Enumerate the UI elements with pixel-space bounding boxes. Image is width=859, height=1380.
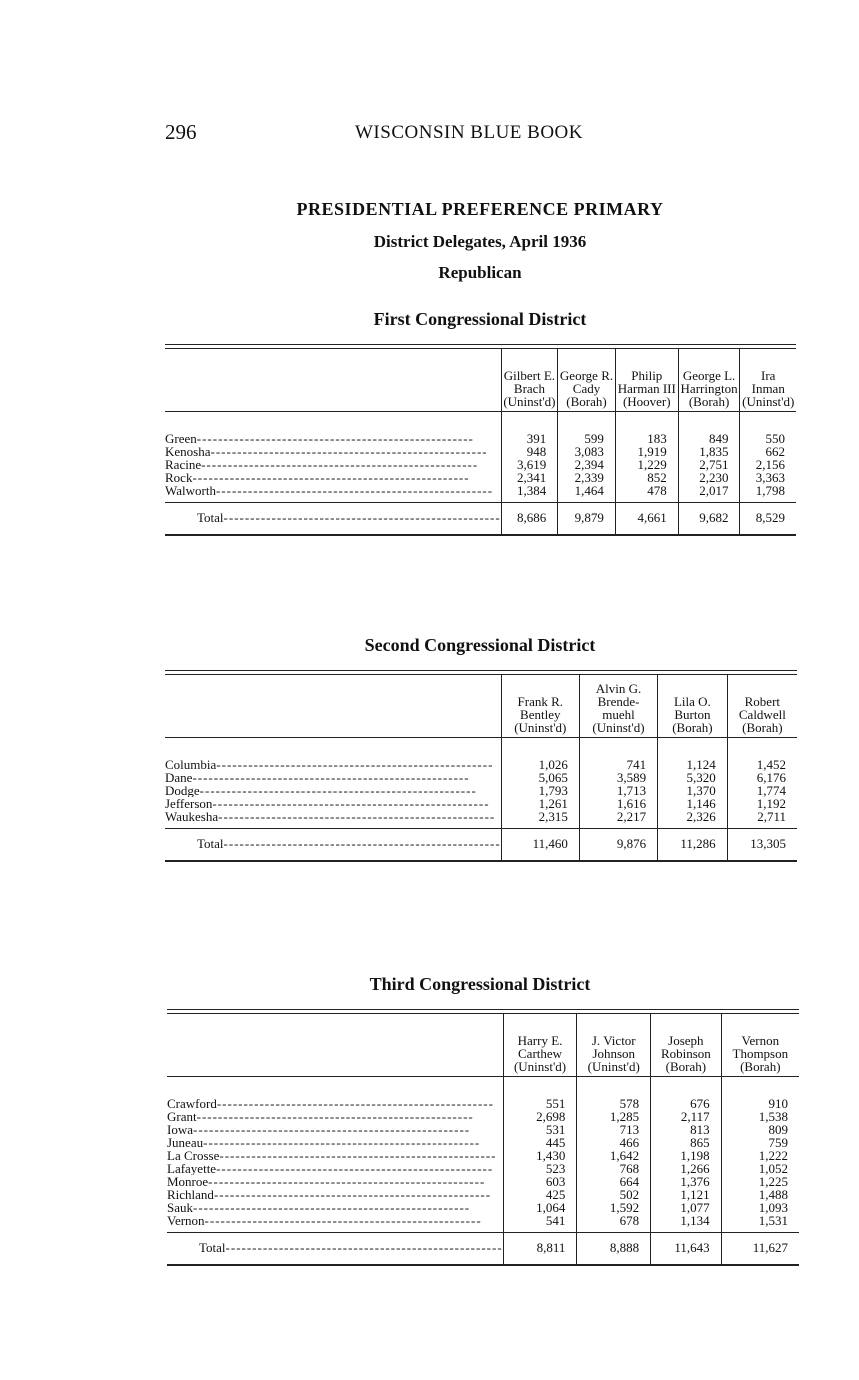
county-label: Dodge: [165, 784, 200, 797]
county-label: Juneau: [167, 1136, 204, 1149]
total-cell: 4,661: [615, 503, 678, 536]
vote-cell: 1,121: [651, 1188, 722, 1201]
vote-cell: 1,229: [615, 458, 678, 471]
candidate-header-line: Joseph: [668, 1033, 704, 1048]
county-name: [165, 810, 501, 829]
total-label-cell: [165, 503, 501, 536]
total-cell: 11,627: [721, 1233, 799, 1266]
candidate-header-line: Harry E.: [517, 1033, 563, 1048]
vote-cell: 910: [721, 1077, 799, 1111]
vote-cell: 1,376: [651, 1175, 722, 1188]
vote-cell: 2,017: [678, 484, 740, 503]
vote-cell: 502: [577, 1188, 651, 1201]
total-row: [167, 1233, 799, 1266]
vote-cell: 1,642: [577, 1149, 651, 1162]
vote-cell: 531: [503, 1123, 577, 1136]
leader-dots: ----------------------------------------------------: [208, 1175, 486, 1188]
candidate-header-line: (Borah): [665, 1059, 707, 1074]
vote-cell: 1,192: [727, 797, 797, 810]
vote-cell: 809: [721, 1123, 799, 1136]
leader-dots: ----------------------------------------------------: [201, 458, 479, 471]
leader-dots: ----------------------------------------------------: [196, 1110, 474, 1123]
leader-dots: ----------------------------------------------------: [223, 510, 501, 525]
candidate-header-line: Philip: [631, 368, 663, 383]
vote-cell: 1,488: [721, 1188, 799, 1201]
candidate-header-line: Lila O.: [673, 694, 711, 709]
total-cell: 8,529: [740, 503, 796, 536]
vote-cell: 2,230: [678, 471, 740, 484]
vote-cell: 852: [615, 471, 678, 484]
vote-cell: 678: [577, 1214, 651, 1233]
candidate-header-line: Caldwell: [738, 707, 786, 722]
vote-cell: 1,064: [503, 1201, 577, 1214]
candidate-header: [721, 1014, 799, 1077]
county-label: Dane: [165, 771, 193, 784]
vote-cell: 425: [503, 1188, 577, 1201]
vote-cell: 1,430: [503, 1149, 577, 1162]
vote-cell: 1,285: [577, 1110, 651, 1123]
total-cell: 9,682: [678, 503, 740, 536]
header-row: [165, 349, 796, 412]
vote-cell: 2,341: [501, 471, 558, 484]
vote-cell: 1,370: [658, 784, 728, 797]
vote-cell: 1,835: [678, 445, 740, 458]
county-name: [167, 1188, 503, 1201]
leader-dots: ----------------------------------------------------: [196, 431, 474, 445]
vote-cell: 523: [503, 1162, 577, 1175]
vote-cell: 5,320: [658, 771, 728, 784]
leader-dots: ----------------------------------------------------: [192, 471, 470, 484]
candidate-header: [503, 1014, 577, 1077]
county-name: [165, 484, 501, 503]
total-cell: 13,305: [727, 829, 797, 862]
county-name: [165, 784, 501, 797]
vote-cell: 2,394: [558, 458, 616, 471]
vote-cell: 1,026: [501, 738, 579, 772]
candidate-header-line: (Uninst'd): [503, 394, 556, 409]
candidate-header-line: (Borah): [566, 394, 607, 409]
vote-cell: 664: [577, 1175, 651, 1188]
vote-cell: 599: [558, 412, 616, 446]
district-title: Third Congressional District: [369, 974, 591, 994]
county-name: [167, 1214, 503, 1233]
county-name: [167, 1175, 503, 1188]
county-label: La Crosse: [167, 1149, 220, 1162]
vote-cell: 1,774: [727, 784, 797, 797]
vote-cell: 713: [577, 1123, 651, 1136]
vote-cell: 1,531: [721, 1214, 799, 1233]
vote-cell: 1,077: [651, 1201, 722, 1214]
district-title: Second Congressional District: [364, 635, 596, 655]
vote-cell: 2,326: [658, 810, 728, 829]
vote-cell: 813: [651, 1123, 722, 1136]
county-name: [167, 1201, 503, 1214]
total-cell: 11,460: [501, 829, 579, 862]
candidate-header: [501, 349, 558, 412]
leader-dots: ----------------------------------------------------: [204, 1214, 482, 1228]
county-name: [165, 738, 501, 772]
total-cell: 8,686: [501, 503, 558, 536]
vote-cell: 1,452: [727, 738, 797, 772]
candidate-header-line: Vernon: [741, 1033, 780, 1048]
vote-cell: 849: [678, 412, 740, 446]
vote-cell: 2,117: [651, 1110, 722, 1123]
candidate-header-line: Ira: [761, 368, 776, 383]
party-title: Republican: [438, 263, 522, 282]
candidate-header-line: (Uninst'd): [513, 1059, 567, 1074]
candidate-header-line: Harman III: [617, 381, 676, 396]
vote-cell: 1,146: [658, 797, 728, 810]
vote-cell: 1,919: [615, 445, 678, 458]
total-cell: 9,876: [579, 829, 657, 862]
leader-dots: ----------------------------------------------------: [216, 757, 494, 771]
leader-dots: ----------------------------------------------------: [199, 784, 477, 797]
county-label: Jefferson: [165, 797, 213, 810]
leader-dots: ----------------------------------------------------: [192, 771, 470, 784]
candidate-header-line: Inman: [751, 381, 785, 396]
vote-cell: 1,134: [651, 1214, 722, 1233]
vote-cell: 2,156: [740, 458, 796, 471]
vote-cell: 768: [577, 1162, 651, 1175]
vote-cell: 541: [503, 1214, 577, 1233]
county-header: [165, 675, 501, 738]
district-table-first: [165, 344, 796, 536]
candidate-header-line: George R.: [559, 368, 614, 383]
total-cell: 8,888: [577, 1233, 651, 1266]
vote-cell: 2,711: [727, 810, 797, 829]
candidate-header: [579, 675, 657, 738]
vote-cell: 1,592: [577, 1201, 651, 1214]
county-label: Waukesha: [165, 810, 219, 824]
candidate-header-line: (Borah): [672, 720, 713, 735]
vote-cell: 3,589: [579, 771, 657, 784]
total-row: [165, 503, 796, 536]
vote-cell: 1,793: [501, 784, 579, 797]
total-label: Total: [197, 836, 224, 851]
county-label: Lafayette: [167, 1162, 217, 1175]
vote-cell: 2,339: [558, 471, 616, 484]
candidate-header-line: (Uninst'd): [514, 720, 567, 735]
vote-cell: 603: [503, 1175, 577, 1188]
leader-dots: ----------------------------------------------------: [219, 1149, 497, 1162]
candidate-header: [658, 675, 728, 738]
table-row: [165, 810, 797, 829]
candidate-header-line: (Hoover): [622, 394, 671, 409]
vote-cell: 741: [579, 738, 657, 772]
total-cell: 8,811: [503, 1233, 577, 1266]
district-title: First Congressional District: [373, 309, 587, 329]
total-cell: 9,879: [558, 503, 616, 536]
county-label: Richland: [167, 1188, 214, 1201]
county-name: [165, 471, 501, 484]
candidate-header: [678, 349, 740, 412]
table-row: [167, 1077, 799, 1111]
county-name: [165, 771, 501, 784]
vote-cell: 1,261: [501, 797, 579, 810]
vote-cell: 1,052: [721, 1162, 799, 1175]
county-name: [167, 1123, 503, 1136]
leader-dots: ----------------------------------------------------: [203, 1136, 481, 1149]
candidate-header: [577, 1014, 651, 1077]
vote-cell: 445: [503, 1136, 577, 1149]
candidate-header-line: J. Victor: [591, 1033, 636, 1048]
county-header: [165, 349, 501, 412]
vote-cell: 1,124: [658, 738, 728, 772]
county-header: [167, 1014, 503, 1077]
vote-cell: 948: [501, 445, 558, 458]
table-row: [165, 484, 796, 503]
vote-cell: 466: [577, 1136, 651, 1149]
leader-dots: ----------------------------------------------------: [215, 484, 494, 498]
county-name: [167, 1162, 503, 1175]
leader-dots: ----------------------------------------------------: [218, 810, 496, 824]
leader-dots: ----------------------------------------------------: [225, 1240, 503, 1255]
county-label: Kenosha: [165, 445, 211, 458]
candidate-header-line: Alvin G.: [595, 681, 642, 696]
header-row: [165, 675, 797, 738]
vote-cell: 3,363: [740, 471, 796, 484]
vote-cell: 578: [577, 1077, 651, 1111]
header-row: [167, 1014, 799, 1077]
vote-cell: 1,384: [501, 484, 558, 503]
table-row: [167, 1214, 799, 1233]
table-row: [165, 738, 797, 772]
county-name: [165, 797, 501, 810]
vote-cell: 5,065: [501, 771, 579, 784]
vote-cell: 1,198: [651, 1149, 722, 1162]
candidate-header: [651, 1014, 722, 1077]
vote-cell: 6,176: [727, 771, 797, 784]
candidate-header: [558, 349, 616, 412]
county-name: [165, 458, 501, 471]
county-label: Rock: [165, 471, 193, 484]
vote-cell: 183: [615, 412, 678, 446]
total-label-cell: [165, 829, 501, 862]
candidate-header-line: (Uninst'd): [587, 1059, 640, 1074]
candidate-header-line: Johnson: [592, 1046, 636, 1061]
candidate-header-line: muehl: [602, 707, 635, 722]
vote-cell: 2,217: [579, 810, 657, 829]
page-number: 296: [165, 120, 197, 144]
candidate-header-line: Thompson: [732, 1046, 789, 1061]
county-label: Walworth: [165, 484, 216, 498]
vote-cell: 676: [651, 1077, 722, 1111]
vote-cell: 1,464: [558, 484, 616, 503]
vote-cell: 550: [740, 412, 796, 446]
leader-dots: ----------------------------------------------------: [216, 1096, 494, 1110]
candidate-header-line: Harrington: [680, 381, 738, 396]
total-label-cell: [167, 1233, 503, 1266]
leader-dots: ----------------------------------------------------: [223, 836, 501, 851]
leader-dots: ----------------------------------------------------: [212, 797, 490, 810]
leader-dots: ----------------------------------------------------: [193, 1123, 471, 1136]
candidate-header-line: Brende-: [597, 694, 640, 709]
candidate-header: [501, 675, 579, 738]
candidate-header-line: (Borah): [742, 720, 783, 735]
table-row: [165, 412, 796, 446]
total-label: Total: [197, 510, 224, 525]
vote-cell: 551: [503, 1077, 577, 1111]
county-label: Iowa: [167, 1123, 193, 1136]
county-name: [167, 1136, 503, 1149]
vote-cell: 3,619: [501, 458, 558, 471]
candidate-header-line: (Borah): [688, 394, 730, 409]
county-name: [167, 1110, 503, 1123]
candidate-header-line: Robert: [744, 694, 781, 709]
vote-cell: 3,083: [558, 445, 616, 458]
vote-cell: 662: [740, 445, 796, 458]
vote-cell: 1,093: [721, 1201, 799, 1214]
leader-dots: ----------------------------------------------------: [193, 1201, 471, 1214]
candidate-header-line: Burton: [674, 707, 711, 722]
vote-cell: 1,538: [721, 1110, 799, 1123]
vote-cell: 391: [501, 412, 558, 446]
county-label: Green: [165, 431, 197, 445]
county-label: Monroe: [167, 1175, 209, 1188]
candidate-header-line: Robinson: [660, 1046, 711, 1061]
leader-dots: ----------------------------------------------------: [210, 445, 488, 458]
vote-cell: 759: [721, 1136, 799, 1149]
county-name: [165, 412, 501, 446]
county-name: [167, 1149, 503, 1162]
leader-dots: ----------------------------------------------------: [213, 1188, 492, 1201]
county-label: Sauk: [167, 1201, 193, 1214]
candidate-header-line: Carthew: [518, 1046, 563, 1061]
candidate-header-line: Cady: [572, 381, 601, 396]
vote-cell: 1,225: [721, 1175, 799, 1188]
county-label: Racine: [165, 458, 202, 471]
candidate-header: [740, 349, 796, 412]
vote-cell: 2,698: [503, 1110, 577, 1123]
candidate-header-line: Gilbert E.: [503, 368, 556, 383]
county-label: Vernon: [167, 1214, 205, 1228]
candidate-header-line: (Uninst'd): [592, 720, 645, 735]
total-cell: 11,643: [651, 1233, 722, 1266]
total-label: Total: [199, 1240, 226, 1255]
candidate-header-line: Frank R.: [517, 694, 564, 709]
county-label: Grant: [167, 1110, 197, 1123]
leader-dots: ----------------------------------------------------: [216, 1162, 494, 1175]
total-cell: 11,286: [658, 829, 728, 862]
vote-cell: 1,713: [579, 784, 657, 797]
candidate-header-line: (Uninst'd): [742, 394, 795, 409]
district-table-second: [165, 670, 797, 862]
subtitle: District Delegates, April 1936: [373, 232, 587, 251]
district-table-third: [167, 1009, 799, 1266]
county-name: [167, 1077, 503, 1111]
candidate-header-line: (Borah): [740, 1059, 781, 1074]
vote-cell: 1,266: [651, 1162, 722, 1175]
main-title: PRESIDENTIAL PREFERENCE PRIMARY: [296, 199, 664, 219]
candidate-header-line: Bentley: [520, 707, 561, 722]
total-row: [165, 829, 797, 862]
candidate-header: [615, 349, 678, 412]
vote-cell: 865: [651, 1136, 722, 1149]
candidate-header: [727, 675, 797, 738]
county-name: [165, 445, 501, 458]
vote-cell: 1,222: [721, 1149, 799, 1162]
vote-cell: 2,751: [678, 458, 740, 471]
vote-cell: 2,315: [501, 810, 579, 829]
running-title: WISCONSIN BLUE BOOK: [355, 122, 583, 143]
candidate-header-line: Brach: [513, 381, 545, 396]
county-label: Crawford: [167, 1096, 217, 1110]
county-label: Columbia: [165, 757, 217, 771]
vote-cell: 1,798: [740, 484, 796, 503]
vote-cell: 478: [615, 484, 678, 503]
candidate-header-line: George L.: [682, 368, 736, 383]
vote-cell: 1,616: [579, 797, 657, 810]
